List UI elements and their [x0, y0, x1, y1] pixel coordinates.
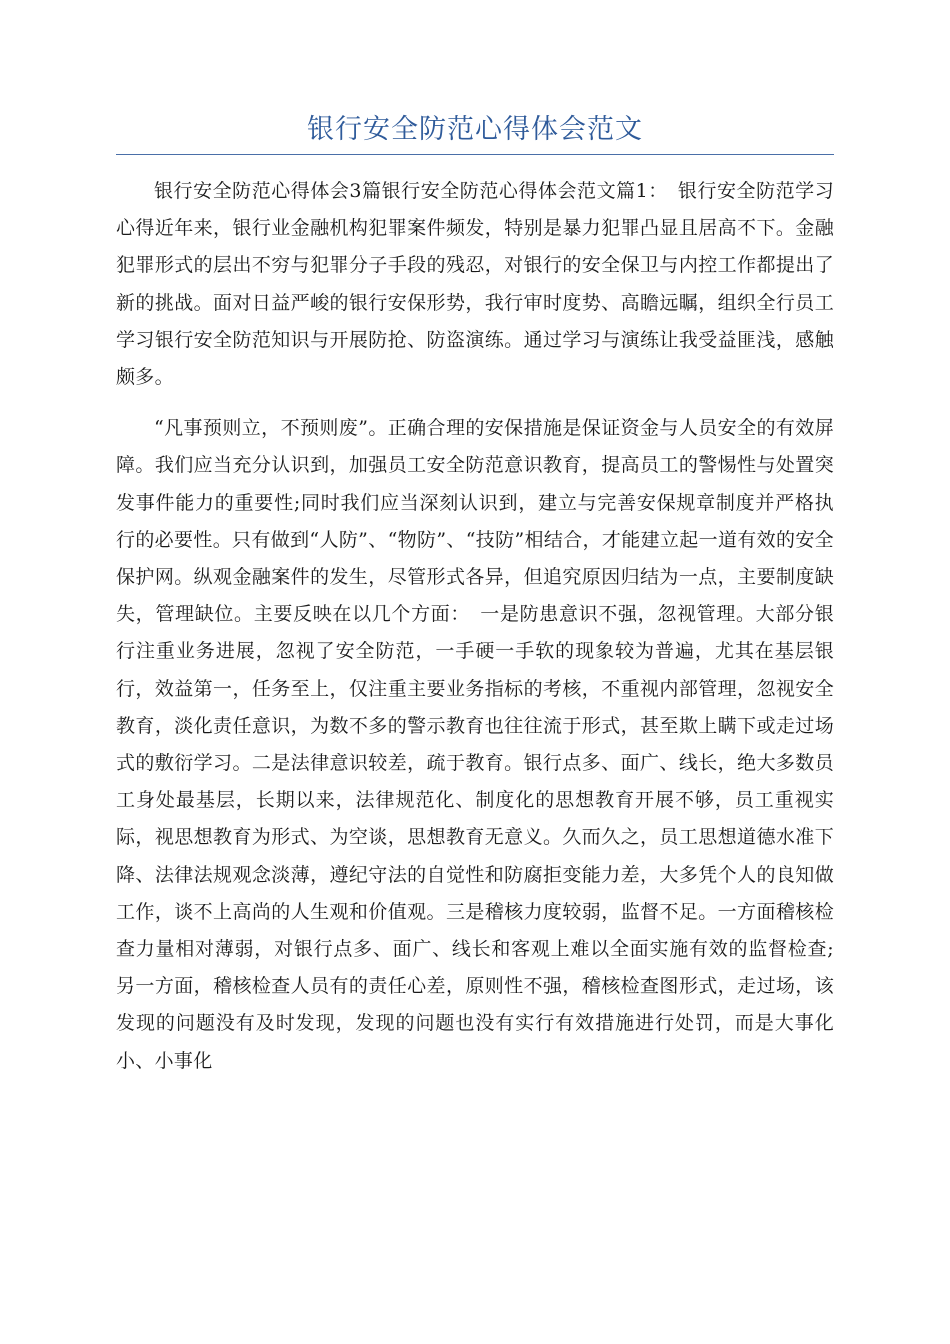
- document-page: [116, 110, 834, 1094]
- paragraph-2: “凡事预则立，不预则废”。正确合理的安保措施是保证资金与人员安全的有效屏障。我们应当充分认识到，加强员工安全防范意识教育，提高员工的警惕性与处置突发事件能力的重要性;同时我们应当深刻认识到，建立与完善安保规章制度并严格执行的必要性。只有做到“人防”、“物防”、“技防”相结合，才能建立起一道有效的安全保护网。纵观金融案件的发生，尽管形式各异，但追究原因归结为一点，主要制度缺失，管理缺位。主要反映在以几个方面： 一是防患意识不强，忽视管理。大部分银行注重业务进展，忽视了安全防范，一手硬一手软的现象较为普遍，尤其在基层银行，效益第一，任务至上，仅注重主要业务指标的考核，不重视内部管理，忽视安全教育，淡化责任意识，为数不多的警示教育也往往流于形式，甚至欺上瞒下或走过场式的敷衍学习。二是法律意识较差，疏于教育。银行点多、面广、线长，绝大多数员工身处最基层，长期以来，法律规范化、制度化的思想教育开展不够，员工重视实际，视思想教育为形式、为空谈，思想教育无意义。久而久之，员工思想道德水准下降、法律法规观念淡薄，遵纪守法的自觉性和防腐拒变能力差，大多凭个人的良知做工作，谈不上高尚的人生观和价值观。三是稽核力度较弱，监督不足。一方面稽核检查力量相对薄弱，对银行点多、面广、线长和客观上难以全面实施有效的监督检查;另一方面，稽核检查人员有的责任心差，原则性不强，稽核检查图形式，走过场，该发现的问题没有及时发现，发现的问题也没有实行有效措施进行处罚，而是大事化小、小事化: [116, 417, 834, 1072]
- paragraph-1: 银行安全防范心得体会3篇银行安全防范心得体会范文篇1： 银行安全防范学习心得近年来，银行业金融机构犯罪案件频发，特别是暴力犯罪凸显且居高不下。金融犯罪形式的层出不穷与犯罪分子手段的残忍，对银行的安全保卫与内控工作都提出了新的挑战。面对日益严峻的银行安保形势，我行审时度势、高瞻远瞩，组织全行员工学习银行安全防范知识与开展防抢、防盗演练。通过学习与演练让我受益匪浅，感触颇多。: [116, 180, 834, 389]
- title-underline: [116, 154, 834, 155]
- page-title: 银行安全防范心得体会范文: [307, 114, 643, 145]
